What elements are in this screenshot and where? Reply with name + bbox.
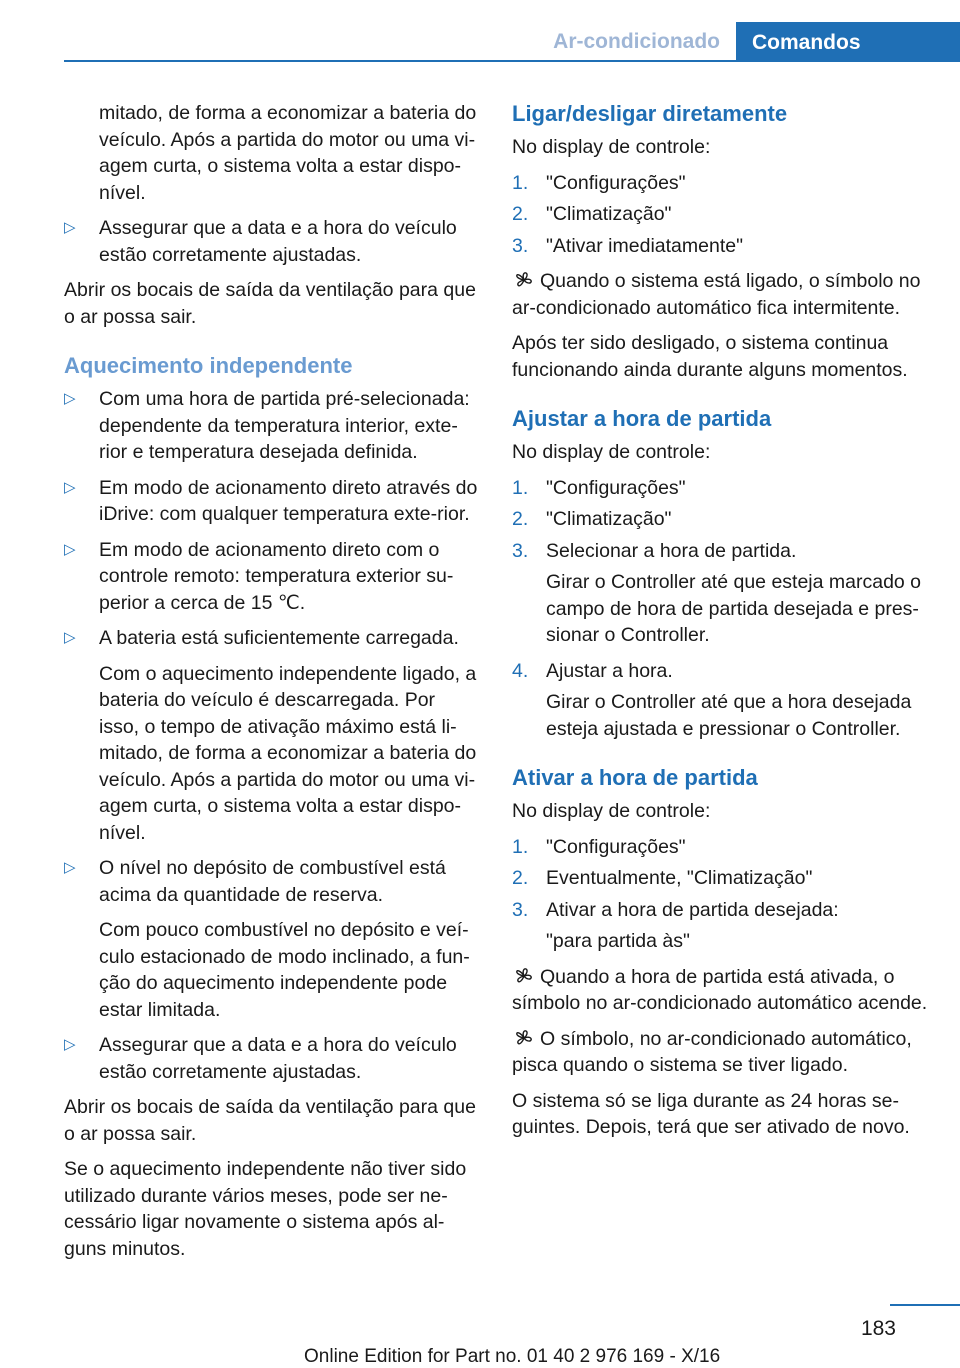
step-text: "Configurações" [546,171,686,194]
triangle-right-icon: ▷ [64,859,76,876]
step-item [512,658,932,685]
section-heading: Ligar/desligar diretamente [512,101,788,126]
paragraph: Abrir os bocais de saída da ventilação para que o ar possa sair. [64,1096,476,1145]
step-number: 2. [512,203,529,225]
step-item [512,201,932,228]
paragraph [512,1026,932,1079]
paragraph-text: O símbolo, no ar-condicionado automático, pisca quando o sistema se tiver ligado. [512,1027,912,1076]
paragraph: Abrir os bocais de saída da ventilação para que o ar possa sair. [64,279,476,328]
bullet-item [64,215,478,268]
step-text: Eventualmente, "Climatização" [546,867,813,889]
header-rule [64,60,960,62]
page-number: 183 [860,1317,896,1340]
step-number: 2. [512,867,529,889]
step-number: 2. [512,508,529,530]
bullet-text: Com uma hora de partida pré-selecionada: dependente da temperatura interior, exte-rior e temperatura desejada definida. [99,388,470,463]
paragraph: O sistema só se liga durante as 24 horas se-guintes. Depois, terá que ser ativado de novo. [512,1089,910,1138]
step-item [512,538,932,565]
section-heading: Ajustar a hora de partida [512,406,772,431]
left-column [64,100,478,1271]
triangle-right-icon: ▷ [64,629,76,646]
paragraph: mitado, de forma a economizar a bateria do veículo. Após a partida do motor ou uma vi-agem curta, o sistema volta a estar dispo-nível. [99,102,477,204]
step-number: 3. [512,234,529,257]
step-number: 4. [512,659,529,682]
step-text: Selecionar a hora de partida. [546,539,797,562]
bullet-item [64,475,478,528]
paragraph: No display de controle: [512,800,711,822]
step-number: 1. [512,171,529,194]
step-text: "Climatização" [546,508,672,530]
step-number: 3. [512,898,529,921]
step-item [512,865,932,892]
step-text: "Climatização" [546,203,672,225]
bullet-item [64,855,478,908]
step-item [512,897,932,924]
bullet-text: Assegurar que a data e a hora do veículo estão corretamente ajustadas. [99,217,457,266]
fan-icon [512,967,536,985]
step-number: 1. [512,835,529,858]
step-item [512,170,932,197]
paragraph [512,964,932,1017]
fan-icon [512,271,536,289]
step-item [512,834,932,861]
chapter-tab: Comandos [736,22,960,62]
bullet-text: Em modo de acionamento direto com o controle remoto: temperatura exterior su-perior a cerca de 15 ℃. [99,538,454,614]
step-item [512,233,932,260]
section-heading: Ativar a hora de partida [512,765,758,790]
step-text: "Ativar imediatamente" [546,234,744,257]
paragraph: Se o aquecimento independente não tiver sido utilizado durante vários meses, pode ser ne-cessário ligar novamente o sistema após al-guns minutos. [64,1158,467,1260]
section-title: Ar-condicionado [553,30,720,53]
step-text: Ajustar a hora. [546,659,673,682]
edition-note: Online Edition for Part no. 01 40 2 976 169 - X/16 [304,1346,721,1367]
paragraph: Após ter sido desligado, o sistema continua funcionando ainda durante alguns momentos. [512,332,908,381]
footer-rule [890,1304,960,1306]
triangle-right-icon: ▷ [64,540,76,558]
step-text: Ativar a hora de partida desejada: [546,898,839,921]
step-note: Girar o Controller até que esteja marcado o campo de hora de partida desejada e pres-sionar o Controller. [546,571,922,646]
right-column [512,100,932,1150]
step-number: 1. [512,476,529,499]
paragraph [512,268,932,321]
step-note: Girar o Controller até que a hora desejada esteja ajustada e pressionar o Controller. [546,691,912,740]
bullet-item [64,1032,478,1085]
bullet-text: Assegurar que a data e a hora do veículo estão corretamente ajustadas. [99,1034,457,1083]
bullet-text: A bateria está suficientemente carregada. [99,627,459,649]
step-item [512,475,932,502]
paragraph-text: Quando o sistema está ligado, o símbolo no ar-condicionado automático fica intermitente. [512,270,921,319]
step-item [512,506,932,533]
page-header [0,0,960,62]
paragraph: No display de controle: [512,441,711,463]
paragraph-text: Quando a hora de partida está ativada, o símbolo no ar-condicionado automático acende. [512,965,928,1014]
triangle-right-icon: ▷ [64,219,76,236]
triangle-right-icon: ▷ [64,390,76,407]
bullet-item [64,537,478,617]
bullet-text: Em modo de acionamento direto através do iDrive: com qualquer temperatura exte-rior. [99,476,478,525]
bullet-note: Com pouco combustível no depósito e veí-culo estacionado de modo inclinado, a fun-ção do aquecimento independente pode estar limitada. [99,919,470,1021]
step-number: 3. [512,539,529,562]
paragraph: No display de controle: [512,136,711,158]
bullet-item [64,386,478,466]
bullet-note: Com o aquecimento independente ligado, a bateria do veículo é descarregada. Por isso, o tempo de ativação máximo está li-mitado, de forma a economizar a bateria do veículo. Após a partida do motor ou uma vi-agem curta, o sistema volta a estar dispo-nível. [99,662,477,844]
bullet-item [64,625,478,652]
step-text: "Configurações" [546,476,686,499]
fan-icon [512,1029,536,1047]
step-note: "para partida às" [546,930,690,952]
triangle-right-icon: ▷ [64,1036,76,1053]
triangle-right-icon: ▷ [64,478,76,496]
step-text: "Configurações" [546,835,686,858]
section-heading: Aquecimento independente [64,353,353,378]
bullet-text: O nível no depósito de combustível está acima da quantidade de reserva. [99,857,446,906]
